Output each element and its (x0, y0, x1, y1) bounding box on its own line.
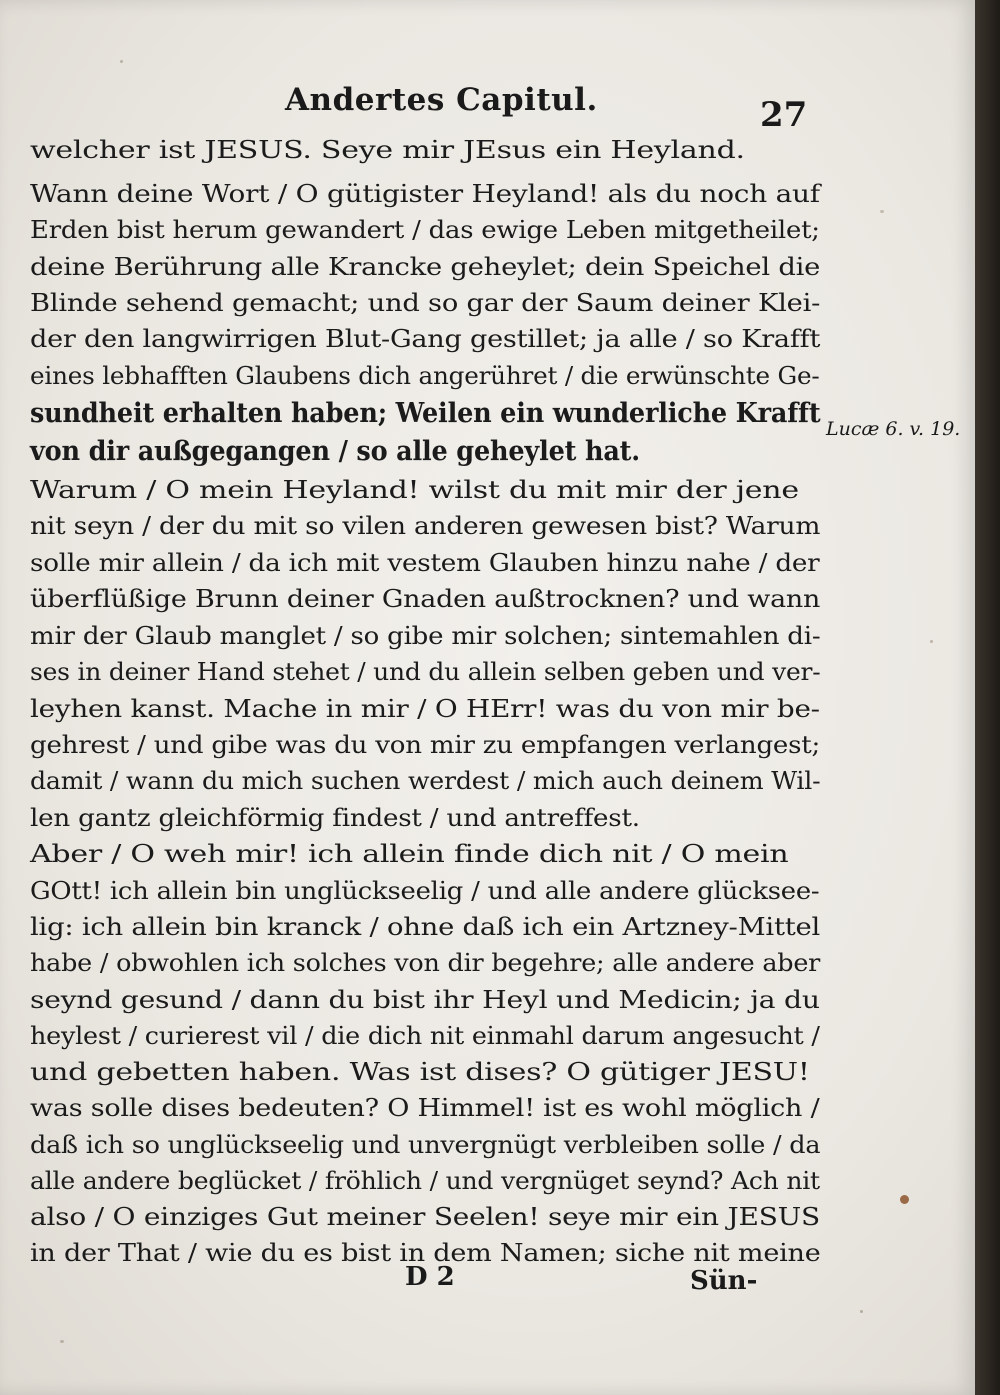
text-line: solle mir allein / da ich mit vestem Glauben hinzu nahe / der (30, 549, 820, 577)
text-line: Blinde sehend gemacht; und so gar der Saum deiner Klei- (30, 289, 821, 317)
text-line: leyhen kanst. Mache in mir / O HErr! was du von mir be- (30, 695, 820, 723)
text-line: daß ich so unglückseelig und unvergnügt verbleiben solle / da (30, 1131, 821, 1159)
text-line: Warum / O mein Heyland! wilst du mit mir der jene (30, 476, 799, 504)
text-line: len gantz gleichförmig findest / und antreffest. (30, 804, 640, 832)
text-line: welcher ist JESUS. Seye mir JEsus ein Heyland. (30, 136, 745, 164)
text-line: deine Berührung alle Krancke geheylet; dein Speichel die (30, 253, 821, 281)
text-line: mir der Glaub manglet / so gibe mir solchen; sintemahlen di- (30, 622, 821, 650)
text-line: damit / wann du mich suchen werdest / mich auch deinem Wil- (30, 767, 821, 795)
text-line: sundheit erhalten haben; Weilen ein wunderliche Krafft (30, 398, 821, 429)
text-line: lig: ich allein bin kranck / ohne daß ich ein Artzney-Mittel (30, 913, 821, 941)
text-line: und gebetten haben. Was ist dises? O gütiger JESU! (30, 1058, 810, 1086)
text-line: eines lebhafften Glaubens dich angerühret / die erwünschte Ge- (30, 362, 820, 390)
text-line: Wann deine Wort / O gütigister Heyland! als du noch auf (30, 180, 820, 208)
text-line: alle andere beglücket / fröhlich / und vergnüget seynd? Ach nit (30, 1167, 820, 1195)
text-line: in der That / wie du es bist in dem Namen; siche nit meine (30, 1239, 821, 1267)
text-line: was solle dises bedeuten? O Himmel! ist es wohl möglich / (30, 1094, 820, 1122)
signature-mark: D 2 (405, 1262, 455, 1292)
text-line: heylest / curierest vil / die dich nit einmahl darum angesucht / (30, 1022, 820, 1050)
text-line: nit seyn / der du mit so vilen anderen gewesen bist? Warum (30, 512, 821, 540)
text-line: überflüßige Brunn deiner Gnaden außtrocknen? und wann (30, 585, 821, 613)
margin-note: Lucæ 6. v. 19. (826, 418, 961, 440)
text-line: Aber / O weh mir! ich allein finde dich nit / O mein (30, 840, 789, 868)
text-line: also / O einziges Gut meiner Seelen! seye mir ein JESUS (30, 1203, 820, 1231)
text-line: GOtt! ich allein bin unglückseelig / und alle andere glücksee- (30, 877, 820, 905)
text-line: gehrest / und gibe was du von mir zu empfangen verlangest; (30, 731, 821, 759)
text-line: Erden bist herum gewandert / das ewige Leben mitgetheilet; (30, 216, 820, 244)
text-line: der den langwirrigen Blut-Gang gestillet; ja alle / so Krafft (30, 325, 821, 353)
page-number: 27 (760, 95, 808, 135)
text-line: seynd gesund / dann du bist ihr Heyl und Medicin; ja du (30, 986, 820, 1014)
running-head: Andertes Capitul. (285, 82, 598, 118)
text-line: habe / obwohlen ich solches von dir begehre; alle andere aber (30, 949, 821, 977)
catchword: Sün- (690, 1266, 758, 1296)
text-line: ses in deiner Hand stehet / und du allein selben geben und ver- (30, 658, 821, 686)
book-edge (975, 0, 1000, 1395)
text-line: von dir außgegangen / so alle geheylet hat. (30, 436, 640, 467)
